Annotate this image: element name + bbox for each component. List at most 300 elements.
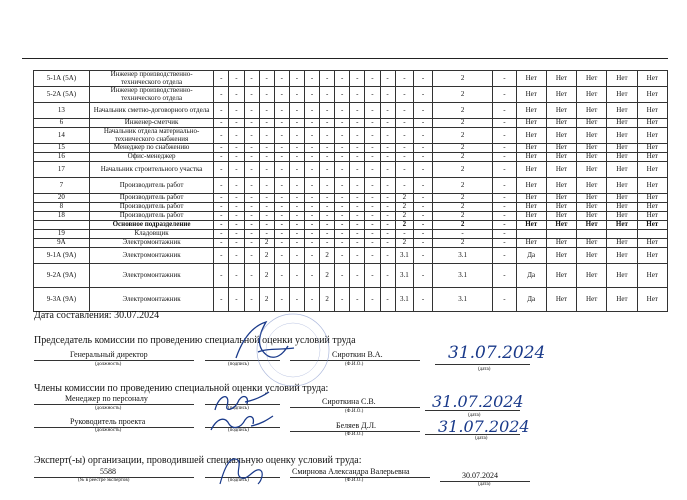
row-value-cell: - bbox=[335, 194, 350, 203]
row-yesno-cell bbox=[607, 230, 637, 239]
row-value-cell: - bbox=[414, 144, 433, 153]
row-value-cell: - bbox=[259, 212, 274, 221]
row-value-cell: - bbox=[414, 128, 433, 144]
row-yesno-cell: Нет bbox=[607, 128, 637, 144]
row-value-cell: - bbox=[365, 230, 380, 239]
row-yesno-cell: Нет bbox=[607, 264, 637, 288]
row-value-cell: - bbox=[493, 153, 516, 162]
row-value-cell: - bbox=[304, 239, 319, 248]
row-value-cell: - bbox=[304, 128, 319, 144]
row-yesno-cell: Нет bbox=[577, 87, 607, 103]
row-value-cell: - bbox=[350, 71, 365, 87]
row-value-cell: - bbox=[244, 103, 259, 119]
row-value-cell: - bbox=[365, 103, 380, 119]
row-value-cell: - bbox=[395, 162, 414, 178]
row-value-cell: - bbox=[244, 162, 259, 178]
row-code: 18 bbox=[34, 212, 90, 221]
row-yesno-cell: Нет bbox=[546, 288, 576, 312]
row-yesno-cell: Нет bbox=[637, 87, 667, 103]
row-value-cell: - bbox=[229, 153, 244, 162]
row-value-cell: - bbox=[289, 178, 304, 194]
row-value-cell: 2 bbox=[432, 178, 492, 194]
member-2-name-caption: (Ф.И.О.) bbox=[345, 432, 364, 437]
row-value-cell: - bbox=[493, 144, 516, 153]
row-yesno-cell: Нет bbox=[637, 178, 667, 194]
row-value-cell: - bbox=[365, 87, 380, 103]
row-code: 14 bbox=[34, 128, 90, 144]
row-value-cell: 2 bbox=[320, 288, 335, 312]
row-yesno-cell: Нет bbox=[546, 194, 576, 203]
row-yesno-cell: Нет bbox=[546, 212, 576, 221]
table-row bbox=[34, 119, 668, 128]
row-yesno-cell: Нет bbox=[577, 239, 607, 248]
row-value-cell: - bbox=[229, 248, 244, 264]
row-code: 5-1А (5А) bbox=[34, 71, 90, 87]
row-code: 5-2А (5А) bbox=[34, 87, 90, 103]
row-value-cell: 2 bbox=[320, 264, 335, 288]
row-value-cell: - bbox=[289, 264, 304, 288]
row-value-cell: - bbox=[214, 230, 229, 239]
chair-position: Генеральный директор bbox=[70, 350, 148, 359]
expert-date: 30.07.2024 bbox=[462, 471, 498, 480]
row-yesno-cell bbox=[577, 230, 607, 239]
row-code: 17 bbox=[34, 162, 90, 178]
row-value-cell: - bbox=[493, 103, 516, 119]
row-value-cell: - bbox=[244, 288, 259, 312]
members-title: Члены комиссии по проведению специальной оценки условий труда: bbox=[34, 383, 329, 394]
row-value-cell: - bbox=[274, 119, 289, 128]
row-value-cell: - bbox=[274, 264, 289, 288]
row-yesno-cell: Нет bbox=[607, 103, 637, 119]
row-value-cell: - bbox=[229, 178, 244, 194]
row-code: 15 bbox=[34, 144, 90, 153]
row-value-cell: - bbox=[274, 144, 289, 153]
row-value-cell: - bbox=[350, 194, 365, 203]
row-value-cell: 2 bbox=[432, 144, 492, 153]
row-yesno-cell: Нет bbox=[637, 248, 667, 264]
row-value-cell: - bbox=[229, 103, 244, 119]
row-value-cell: - bbox=[320, 178, 335, 194]
row-value-cell: - bbox=[289, 212, 304, 221]
row-code: 9-1А (9А) bbox=[34, 248, 90, 264]
row-yesno-cell: Нет bbox=[607, 221, 637, 230]
row-value-cell: - bbox=[274, 128, 289, 144]
row-value-cell: - bbox=[289, 71, 304, 87]
row-value-cell: - bbox=[289, 119, 304, 128]
row-value-cell: - bbox=[304, 248, 319, 264]
row-yesno-cell: Нет bbox=[637, 264, 667, 288]
row-position: Начальник строительного участка bbox=[89, 162, 213, 178]
row-value-cell: - bbox=[320, 239, 335, 248]
row-value-cell: - bbox=[335, 87, 350, 103]
row-value-cell: 3.1 bbox=[395, 288, 414, 312]
row-value-cell: - bbox=[214, 71, 229, 87]
row-value-cell: - bbox=[214, 153, 229, 162]
row-value-cell: 2 bbox=[432, 103, 492, 119]
row-value-cell: - bbox=[350, 239, 365, 248]
row-yesno-cell: Нет bbox=[607, 288, 637, 312]
row-value-cell: - bbox=[304, 162, 319, 178]
row-value-cell: - bbox=[304, 288, 319, 312]
row-value-cell: 2 bbox=[432, 212, 492, 221]
row-value-cell: - bbox=[380, 119, 395, 128]
row-value-cell: - bbox=[244, 221, 259, 230]
row-value-cell: - bbox=[380, 153, 395, 162]
row-value-cell: - bbox=[244, 119, 259, 128]
row-value-cell: - bbox=[274, 87, 289, 103]
row-value-cell: - bbox=[365, 128, 380, 144]
row-value-cell: 2 bbox=[259, 264, 274, 288]
row-value-cell: 2 bbox=[432, 239, 492, 248]
row-value-cell: - bbox=[229, 87, 244, 103]
row-value-cell: - bbox=[493, 288, 516, 312]
table-row bbox=[34, 194, 668, 203]
expert-sign-caption: (подпись) bbox=[228, 478, 249, 483]
row-value-cell: - bbox=[214, 87, 229, 103]
row-value-cell: - bbox=[289, 144, 304, 153]
top-border-line bbox=[22, 58, 668, 59]
row-value-cell: 2 bbox=[395, 239, 414, 248]
row-value-cell: - bbox=[304, 264, 319, 288]
row-code: 16 bbox=[34, 153, 90, 162]
row-value-cell: - bbox=[229, 264, 244, 288]
row-yesno-cell: Нет bbox=[516, 194, 546, 203]
row-value-cell: - bbox=[274, 178, 289, 194]
row-value-cell: 2 bbox=[395, 203, 414, 212]
row-yesno-cell: Нет bbox=[637, 239, 667, 248]
row-value-cell: - bbox=[380, 128, 395, 144]
row-value-cell: - bbox=[214, 103, 229, 119]
row-value-cell: - bbox=[214, 144, 229, 153]
row-yesno-cell: Нет bbox=[637, 212, 667, 221]
row-value-cell: - bbox=[414, 203, 433, 212]
row-value-cell: - bbox=[493, 71, 516, 87]
table-row bbox=[34, 239, 668, 248]
row-yesno-cell: Нет bbox=[546, 264, 576, 288]
chair-name: Сироткин В.А. bbox=[332, 350, 383, 359]
row-value-cell: - bbox=[350, 128, 365, 144]
member-2-position: Руководитель проекта bbox=[70, 417, 146, 426]
row-position: Основное подразделение bbox=[89, 221, 213, 230]
row-yesno-cell: Нет bbox=[546, 71, 576, 87]
row-value-cell: - bbox=[229, 119, 244, 128]
row-value-cell: - bbox=[274, 103, 289, 119]
row-value-cell: - bbox=[350, 153, 365, 162]
row-value-cell: - bbox=[414, 212, 433, 221]
row-value-cell: - bbox=[229, 162, 244, 178]
row-value-cell: 2 bbox=[432, 203, 492, 212]
row-value-cell: - bbox=[493, 128, 516, 144]
expert-number-caption: (№ в реестре экспертов) bbox=[78, 478, 130, 483]
row-value-cell: - bbox=[395, 71, 414, 87]
chair-sign-caption: (подпись) bbox=[228, 362, 249, 367]
row-value-cell: - bbox=[414, 71, 433, 87]
row-value-cell: - bbox=[289, 239, 304, 248]
row-value-cell: - bbox=[244, 128, 259, 144]
member-1-date-handwritten: 31.07.2024 bbox=[432, 392, 524, 411]
member-1-position-line bbox=[34, 404, 194, 405]
row-value-cell: - bbox=[414, 119, 433, 128]
row-yesno-cell: Нет bbox=[546, 221, 576, 230]
row-value-cell: - bbox=[289, 288, 304, 312]
row-position: Электромонтажник bbox=[89, 239, 213, 248]
row-value-cell: - bbox=[274, 248, 289, 264]
row-value-cell: - bbox=[380, 103, 395, 119]
row-value-cell: - bbox=[304, 178, 319, 194]
row-value-cell: - bbox=[289, 248, 304, 264]
row-position: Офис-менеджер bbox=[89, 153, 213, 162]
row-value-cell: - bbox=[304, 221, 319, 230]
row-value-cell: - bbox=[229, 71, 244, 87]
row-value-cell: - bbox=[320, 162, 335, 178]
expert-name-caption: (Ф.И.О.) bbox=[345, 478, 364, 483]
row-value-cell: - bbox=[214, 212, 229, 221]
row-position: Кладовщик bbox=[89, 230, 213, 239]
row-value-cell: - bbox=[289, 221, 304, 230]
row-value-cell: - bbox=[335, 128, 350, 144]
row-value-cell: - bbox=[259, 230, 274, 239]
row-value-cell: - bbox=[229, 221, 244, 230]
row-value-cell: 2 bbox=[395, 221, 414, 230]
member-1-name-line bbox=[290, 407, 420, 408]
row-yesno-cell: Нет bbox=[577, 288, 607, 312]
row-value-cell: - bbox=[380, 162, 395, 178]
row-value-cell: - bbox=[350, 178, 365, 194]
row-value-cell: - bbox=[365, 194, 380, 203]
row-value-cell: 2 bbox=[432, 87, 492, 103]
row-yesno-cell bbox=[546, 230, 576, 239]
row-value-cell: - bbox=[274, 230, 289, 239]
row-value-cell: - bbox=[350, 162, 365, 178]
row-value-cell: 2 bbox=[395, 194, 414, 203]
row-value-cell: - bbox=[244, 144, 259, 153]
row-value-cell: - bbox=[229, 230, 244, 239]
experts-title: Эксперт(-ы) организации, проводившей специальную оценку условий труда: bbox=[34, 455, 362, 466]
row-value-cell: - bbox=[350, 144, 365, 153]
row-yesno-cell: Нет bbox=[607, 194, 637, 203]
row-value-cell: - bbox=[365, 71, 380, 87]
table-row bbox=[34, 178, 668, 194]
row-value-cell: - bbox=[414, 264, 433, 288]
row-value-cell: - bbox=[259, 87, 274, 103]
table-row bbox=[34, 103, 668, 119]
member-1-position: Менеджер по персоналу bbox=[65, 394, 148, 403]
row-value-cell: - bbox=[304, 71, 319, 87]
row-value-cell: - bbox=[493, 162, 516, 178]
row-yesno-cell: Нет bbox=[577, 212, 607, 221]
row-yesno-cell: Нет bbox=[516, 162, 546, 178]
row-value-cell: 2 bbox=[259, 288, 274, 312]
row-value-cell: 2 bbox=[432, 153, 492, 162]
row-value-cell: - bbox=[493, 264, 516, 288]
row-value-cell: - bbox=[229, 203, 244, 212]
row-yesno-cell: Нет bbox=[607, 153, 637, 162]
row-value-cell: - bbox=[380, 194, 395, 203]
table-row bbox=[34, 144, 668, 153]
row-code: 7 bbox=[34, 178, 90, 194]
row-yesno-cell: Нет bbox=[516, 103, 546, 119]
expert-name: Смирнова Александра Валерьевна bbox=[292, 467, 410, 476]
member-1-sign-caption: (подпись) bbox=[228, 406, 249, 411]
row-value-cell: - bbox=[365, 221, 380, 230]
row-yesno-cell: Нет bbox=[577, 264, 607, 288]
row-yesno-cell: Нет bbox=[516, 221, 546, 230]
table-row bbox=[34, 221, 668, 230]
row-value-cell: - bbox=[274, 153, 289, 162]
row-yesno-cell: Да bbox=[516, 248, 546, 264]
row-value-cell: - bbox=[395, 153, 414, 162]
row-value-cell: 2 bbox=[259, 239, 274, 248]
row-value-cell: - bbox=[365, 203, 380, 212]
row-value-cell: - bbox=[244, 178, 259, 194]
row-value-cell: - bbox=[335, 203, 350, 212]
row-yesno-cell: Нет bbox=[516, 87, 546, 103]
row-value-cell: - bbox=[304, 153, 319, 162]
chair-date-caption: (дата) bbox=[478, 367, 491, 372]
member-2-sign-caption: (подпись) bbox=[228, 428, 249, 433]
row-value-cell: - bbox=[414, 248, 433, 264]
row-code: 9-3А (9А) bbox=[34, 288, 90, 312]
table-row bbox=[34, 128, 668, 144]
row-value-cell: - bbox=[289, 153, 304, 162]
row-value-cell: - bbox=[214, 119, 229, 128]
expert-date-caption: (дата) bbox=[478, 482, 491, 487]
table-row bbox=[34, 264, 668, 288]
row-value-cell: 2 bbox=[259, 248, 274, 264]
row-value-cell: - bbox=[320, 144, 335, 153]
row-yesno-cell: Нет bbox=[577, 194, 607, 203]
row-yesno-cell: Нет bbox=[607, 119, 637, 128]
stamp-seal-1 bbox=[238, 310, 348, 390]
row-yesno-cell: Нет bbox=[516, 144, 546, 153]
member-2-date-handwritten: 31.07.2024 bbox=[438, 417, 530, 436]
row-yesno-cell: Нет bbox=[577, 178, 607, 194]
row-value-cell: - bbox=[380, 178, 395, 194]
row-value-cell: - bbox=[274, 71, 289, 87]
row-value-cell: - bbox=[380, 203, 395, 212]
row-yesno-cell: Нет bbox=[546, 144, 576, 153]
row-value-cell: - bbox=[380, 264, 395, 288]
row-value-cell: - bbox=[432, 230, 492, 239]
row-value-cell: - bbox=[335, 178, 350, 194]
row-value-cell: - bbox=[414, 288, 433, 312]
row-yesno-cell: Нет bbox=[516, 128, 546, 144]
row-yesno-cell: Нет bbox=[607, 71, 637, 87]
row-value-cell: - bbox=[335, 162, 350, 178]
row-yesno-cell: Нет bbox=[637, 203, 667, 212]
row-value-cell: 2 bbox=[320, 248, 335, 264]
row-value-cell: 3.1 bbox=[432, 264, 492, 288]
row-value-cell: 3.1 bbox=[432, 288, 492, 312]
table-row bbox=[34, 153, 668, 162]
row-value-cell: - bbox=[320, 87, 335, 103]
row-value-cell: - bbox=[244, 212, 259, 221]
row-value-cell: - bbox=[365, 153, 380, 162]
row-value-cell: 3.1 bbox=[395, 248, 414, 264]
row-value-cell: - bbox=[274, 239, 289, 248]
table-row bbox=[34, 230, 668, 239]
table-row bbox=[34, 288, 668, 312]
row-value-cell: - bbox=[335, 264, 350, 288]
row-value-cell: - bbox=[229, 288, 244, 312]
row-position: Производитель работ bbox=[89, 212, 213, 221]
row-value-cell: - bbox=[414, 221, 433, 230]
row-value-cell: - bbox=[214, 239, 229, 248]
row-position: Электромонтажник bbox=[89, 264, 213, 288]
row-value-cell: - bbox=[289, 230, 304, 239]
row-value-cell: 2 bbox=[432, 162, 492, 178]
row-value-cell: - bbox=[244, 194, 259, 203]
table-row bbox=[34, 203, 668, 212]
row-yesno-cell: Нет bbox=[546, 203, 576, 212]
row-yesno-cell: Нет bbox=[637, 144, 667, 153]
row-yesno-cell: Да bbox=[516, 288, 546, 312]
row-value-cell: - bbox=[320, 128, 335, 144]
row-code: 20 bbox=[34, 194, 90, 203]
row-value-cell: - bbox=[214, 162, 229, 178]
row-value-cell: - bbox=[274, 194, 289, 203]
row-value-cell: - bbox=[395, 103, 414, 119]
row-value-cell: - bbox=[274, 203, 289, 212]
row-value-cell: - bbox=[214, 128, 229, 144]
row-value-cell: 2 bbox=[432, 221, 492, 230]
row-value-cell: - bbox=[414, 230, 433, 239]
row-value-cell: - bbox=[365, 144, 380, 153]
row-value-cell: - bbox=[274, 162, 289, 178]
row-value-cell: - bbox=[350, 230, 365, 239]
row-yesno-cell: Нет bbox=[637, 162, 667, 178]
row-value-cell: - bbox=[335, 103, 350, 119]
row-value-cell: - bbox=[259, 194, 274, 203]
row-yesno-cell: Нет bbox=[516, 239, 546, 248]
row-yesno-cell bbox=[516, 230, 546, 239]
row-value-cell: - bbox=[335, 239, 350, 248]
row-value-cell: - bbox=[493, 248, 516, 264]
row-value-cell: - bbox=[335, 288, 350, 312]
row-yesno-cell: Нет bbox=[516, 119, 546, 128]
row-value-cell: - bbox=[229, 239, 244, 248]
row-yesno-cell: Нет bbox=[577, 162, 607, 178]
row-value-cell: - bbox=[259, 119, 274, 128]
row-value-cell: - bbox=[304, 230, 319, 239]
row-value-cell: - bbox=[335, 230, 350, 239]
row-position: Инженер производственно-технического отдела bbox=[89, 71, 213, 87]
row-yesno-cell: Нет bbox=[546, 87, 576, 103]
row-value-cell: - bbox=[244, 248, 259, 264]
row-yesno-cell: Нет bbox=[607, 162, 637, 178]
table-row bbox=[34, 71, 668, 87]
row-value-cell: - bbox=[320, 230, 335, 239]
row-value-cell: - bbox=[350, 103, 365, 119]
row-position: Электромонтажник bbox=[89, 288, 213, 312]
row-value-cell: 3.1 bbox=[395, 264, 414, 288]
row-value-cell: - bbox=[380, 87, 395, 103]
row-value-cell: - bbox=[259, 162, 274, 178]
row-value-cell: - bbox=[414, 194, 433, 203]
chair-position-line bbox=[34, 360, 194, 361]
member-1-name: Сироткина С.В. bbox=[322, 397, 376, 406]
row-value-cell: - bbox=[259, 221, 274, 230]
row-yesno-cell: Нет bbox=[516, 203, 546, 212]
row-yesno-cell: Нет bbox=[516, 153, 546, 162]
row-value-cell: - bbox=[304, 87, 319, 103]
row-code: 6 bbox=[34, 119, 90, 128]
row-value-cell: - bbox=[350, 203, 365, 212]
row-value-cell: - bbox=[214, 264, 229, 288]
row-yesno-cell: Нет bbox=[607, 203, 637, 212]
row-value-cell: - bbox=[320, 103, 335, 119]
row-yesno-cell: Нет bbox=[577, 248, 607, 264]
